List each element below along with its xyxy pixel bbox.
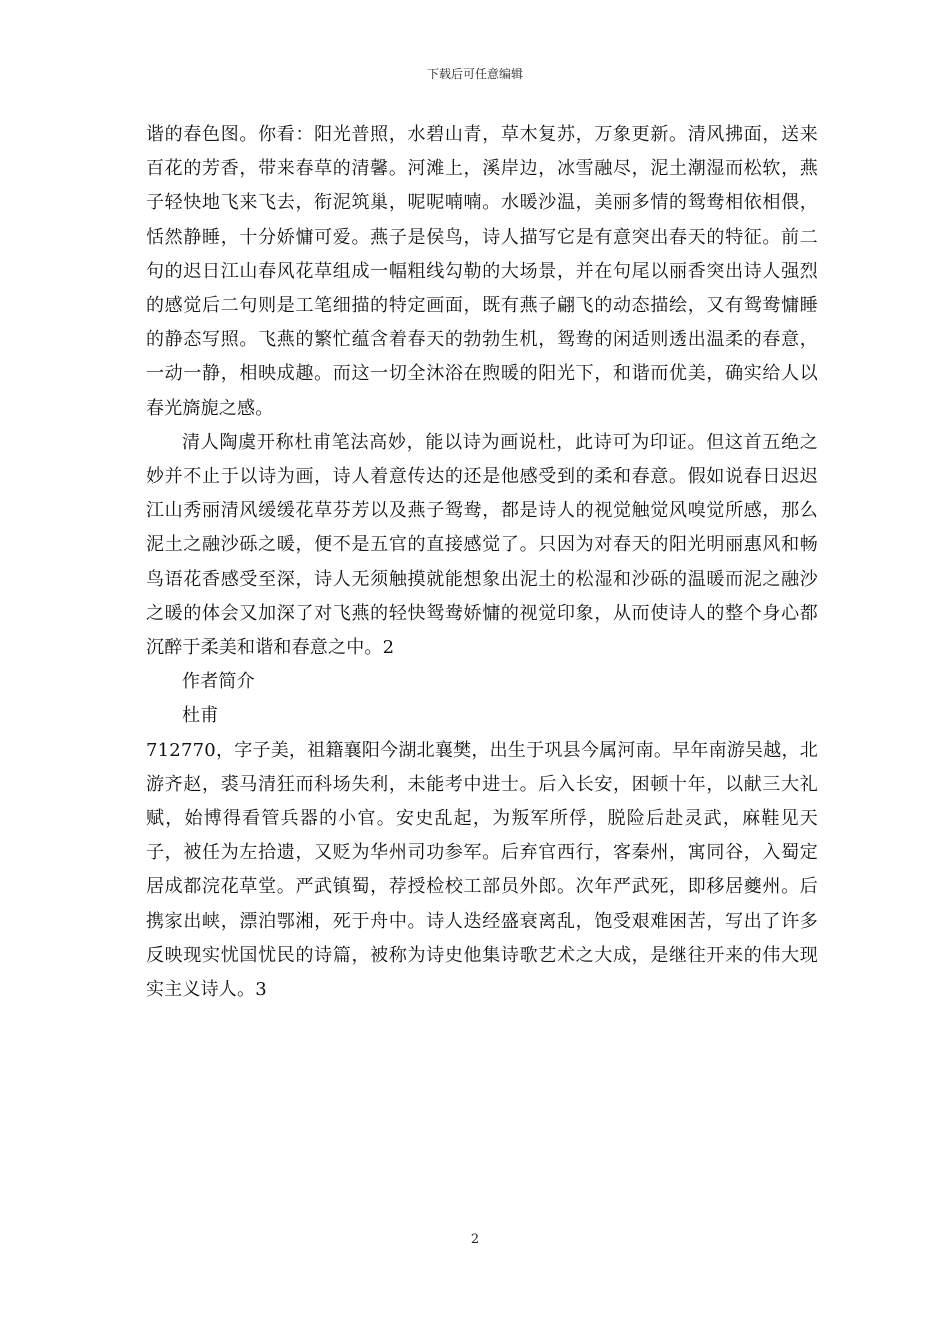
page-header: 下载后可任意编辑 [426,67,523,81]
author-name: 杜甫 [182,705,219,727]
paragraph-spring-scene: 谐的春色图。你看：阳光普照，水碧山青，草木复苏，万象更新。清风拂面，送来百花的芳香，带来春草的清馨。河滩上，溪岸边，冰雪融尽，泥土潮湿而松软，燕子轻快地飞来飞去，衔泥筑巢，呢呢喃喃。水暖沙温，美丽多情的鸳鸯相依相偎，恬然静睡，十分娇慵可爱。燕子是侯鸟，诗人描写它是有意突出春天的特征。前二句的迟日江山春风花草组成一幅粗线勾勒的大场景，并在句尾以丽香突出诗人强烈的感觉后二句则是工笔细描的特定画面，既有燕子翩飞的动态描绘，又有鸳鸯慵睡的静态写照。飞燕的繁忙蕴含着春天的勃勃生机，鸳鸯的闲适则透出温柔的春意，一动一静，相映成趣。而这一切全沐浴在煦暖的阳光下，和谐而优美，确实给人以春光旖旎之感。 [146,124,818,419]
page-number: 2 [470,1232,480,1247]
section-heading-author-intro: 作者简介 [182,671,255,693]
document-body [146,118,818,1007]
paragraph-author-biography: 712770，字子美，祖籍襄阳今湖北襄樊，出生于巩县今属河南。早年南游吴越，北游齐赵，裘马清狂而科场失利，未能考中进士。后入长安，困顿十年，以献三大礼赋，始博得看管兵器的小官。安史乱起，为叛军所俘，脱险后赴灵武，麻鞋见天子，被任为左拾遗，又贬为华州司功参军。后弃官西行，客秦州，寓同谷，入蜀定居成都浣花草堂。严武镇蜀，荐授检校工部员外郎。次年严武死，即移居夔州。后携家出峡，漂泊鄂湘，死于舟中。诗人迭经盛衰离乱，饱受艰难困苦，写出了许多反映现实忧国忧民的诗篇，被称为诗史他集诗歌艺术之大成，是继往开来的伟大现实主义诗人。3 [146,739,818,1001]
paragraph-commentary: 清人陶虞开称杜甫笔法高妙，能以诗为画说杜，此诗可为印证。但这首五绝之妙并不止于以诗为画，诗人着意传达的还是他感受到的柔和春意。假如说春日迟迟江山秀丽清风缓缓花草芬芳以及燕子鸳鸯，都是诗人的视觉触觉风嗅觉所感，那么泥土之融沙砾之暖，便不是五官的直接感觉了。只因为对春天的阳光明丽惠风和畅鸟语花香感受至深，诗人无须触摸就能想象出泥土的松湿和沙砾的温暖而泥之融沙之暖的体会又加深了对飞燕的轻快鸳鸯娇慵的视觉印象，从而使诗人的整个身心都沉醉于柔美和谐和春意之中。2 [146,431,818,659]
